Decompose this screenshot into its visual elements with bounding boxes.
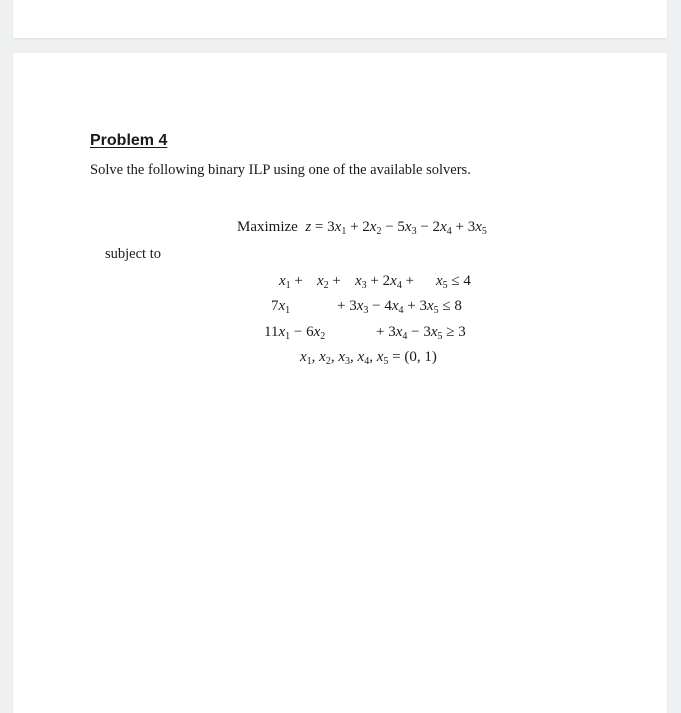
page-card: [13, 53, 667, 713]
constraint-3: [264, 324, 544, 344]
c3-rest: + $3x_4 - 3x_5 \ge 3$: [376, 324, 466, 342]
constraint-1: [279, 273, 539, 293]
problem-instructions: Solve the following binary ILP using one of the available solvers.: [90, 162, 471, 178]
objective-expression: $z = 3x_1 + 2x_2 - 5x_3 - 2x_4 + 3x_5$: [305, 219, 487, 237]
objective-function: [237, 219, 487, 236]
c1-term-x3-x4: $x_3 + 2x_4$ +: [355, 273, 415, 291]
subject-to-label: subject to: [105, 246, 161, 262]
c1-term-x2: $x_2$ +: [317, 273, 341, 291]
c3-term-x1-x2: $11x_1 - 6x_2$: [264, 324, 326, 342]
binary-domain: [300, 349, 520, 369]
domain-expression: $x_1$, $x_2$, $x_3$, $x_4$, $x_5 = (0$, 1): [300, 349, 437, 367]
objective-label: Maximize: [237, 219, 298, 235]
c2-rest: + $3x_3 - 4x_4 + 3x_5 \le 8$: [337, 298, 462, 316]
previous-page-card: [13, 0, 667, 38]
constraint-2: [271, 298, 541, 318]
problem-title: Problem 4: [90, 132, 168, 149]
c2-term-x1: $7x_1$: [271, 298, 291, 316]
c1-term-x1: $x_1$ +: [279, 273, 303, 291]
c1-term-x5-rhs: $x_5 \le 4$: [436, 273, 471, 291]
